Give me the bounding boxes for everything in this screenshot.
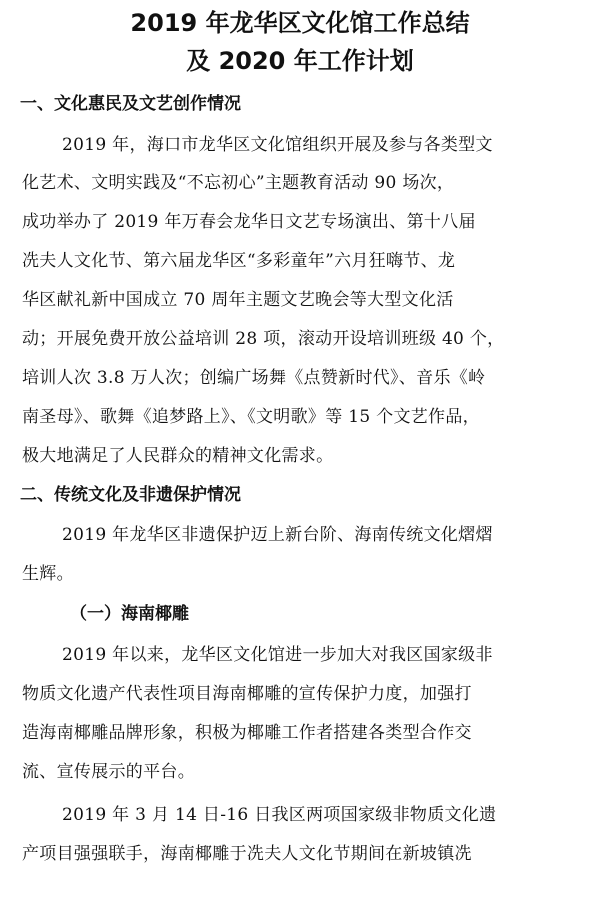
section-1-line: 冼夫人文化节、第六届龙华区“多彩童年”六月狂嗨节、龙 — [22, 251, 456, 271]
paragraph-line: 造海南椰雕品牌形象，积极为椰雕工作者搭建各类型合作交 — [22, 723, 472, 743]
section-1-line: 2019 年，海口市龙华区文化馆组织开展及参与各类型文 — [62, 135, 493, 155]
section-1-line: 培训人次 3.8 万人次；创编广场舞《点赞新时代》、音乐《岭 — [22, 368, 486, 388]
section-1-line: 动；开展免费开放公益培训 28 项，滚动开设培训班级 40 个， — [22, 329, 505, 349]
section-1-line: 华区献礼新中国成立 70 周年主题文艺晚会等大型文化活 — [22, 290, 454, 310]
section-2-intro-line: 2019 年龙华区非遗保护迈上新台阶、海南传统文化熠熠 — [62, 525, 493, 545]
section-1-line: 南圣母》、歌舞《追梦路上》、《文明歌》等 15 个文艺作品， — [22, 407, 480, 427]
section-2-heading: 二、传统文化及非遗保护情况 — [20, 485, 241, 505]
paragraph-line: 2019 年以来，龙华区文化馆进一步加大对我区国家级非 — [62, 645, 493, 665]
paragraph-line: 物质文化遗产代表性项目海南椰雕的宣传保护力度，加强打 — [22, 684, 472, 704]
section-1-line: 极大地满足了人民群众的精神文化需求。 — [22, 446, 334, 466]
document-title-line-1: 2019 年龙华区文化馆工作总结 — [130, 9, 470, 37]
paragraph-line: 2019 年 3 月 14 日-16 日我区两项国家级非物质文化遗 — [62, 805, 497, 825]
section-1-heading: 一、文化惠民及文艺创作情况 — [20, 94, 241, 114]
section-1-line: 成功举办了 2019 年万春会龙华日文艺专场演出、第十八届 — [22, 212, 476, 232]
section-2-intro-line: 生辉。 — [22, 564, 74, 584]
paragraph-line: 产项目强强联手，海南椰雕于冼夫人文化节期间在新坡镇冼 — [22, 844, 472, 864]
subsection-heading: （一）海南椰雕 — [70, 604, 189, 624]
paragraph-line: 流、宣传展示的平台。 — [22, 762, 195, 782]
section-1-line: 化艺术、文明实践及“不忘初心”主题教育活动 90 场次， — [22, 173, 455, 193]
document-title-line-2: 及 2020 年工作计划 — [186, 47, 414, 75]
